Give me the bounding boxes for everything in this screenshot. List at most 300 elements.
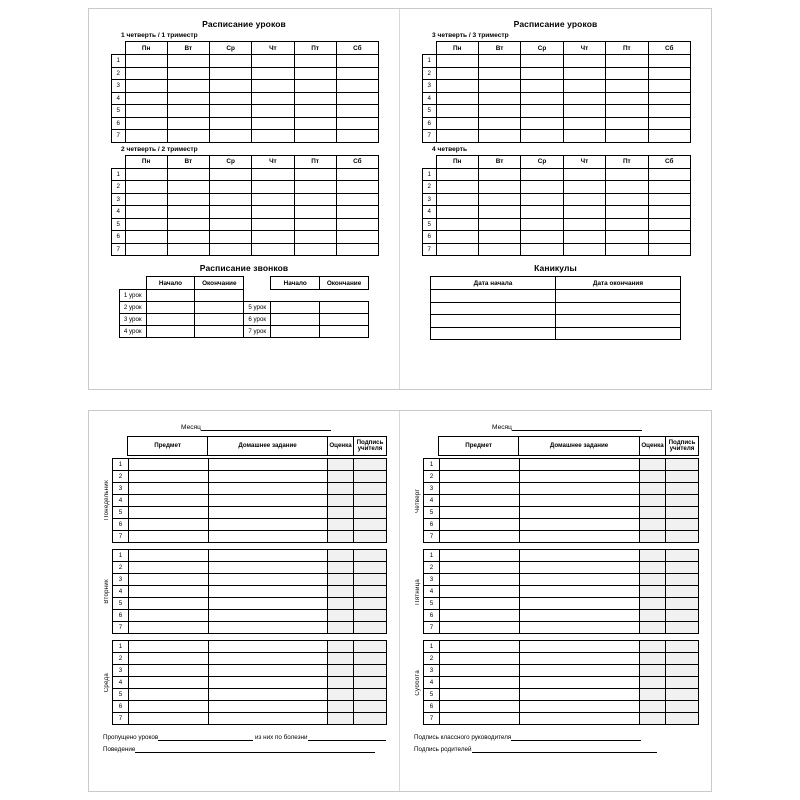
schedule-cell[interactable] bbox=[252, 55, 294, 68]
subject-cell[interactable] bbox=[129, 586, 209, 598]
schedule-cell[interactable] bbox=[563, 243, 605, 256]
signature-cell[interactable] bbox=[666, 665, 699, 677]
schedule-cell[interactable] bbox=[521, 181, 563, 194]
signature-cell[interactable] bbox=[666, 689, 699, 701]
subject-cell[interactable] bbox=[129, 689, 209, 701]
schedule-cell[interactable] bbox=[521, 80, 563, 93]
signature-cell[interactable] bbox=[354, 622, 387, 634]
schedule-cell[interactable] bbox=[336, 181, 378, 194]
signature-cell[interactable] bbox=[666, 610, 699, 622]
schedule-cell[interactable] bbox=[336, 130, 378, 143]
mark-cell[interactable] bbox=[640, 677, 666, 689]
schedule-cell[interactable] bbox=[436, 105, 478, 118]
homework-cell[interactable] bbox=[209, 598, 328, 610]
mark-cell[interactable] bbox=[640, 459, 666, 471]
schedule-cell[interactable] bbox=[252, 193, 294, 206]
subject-cell[interactable] bbox=[129, 598, 209, 610]
subject-cell[interactable] bbox=[440, 610, 520, 622]
schedule-cell[interactable] bbox=[210, 105, 252, 118]
schedule-cell[interactable] bbox=[648, 168, 690, 181]
signature-cell[interactable] bbox=[666, 701, 699, 713]
mark-cell[interactable] bbox=[640, 574, 666, 586]
homework-cell[interactable] bbox=[209, 701, 328, 713]
schedule-cell[interactable] bbox=[563, 67, 605, 80]
schedule-cell[interactable] bbox=[125, 168, 167, 181]
schedule-cell[interactable] bbox=[606, 92, 648, 105]
subject-cell[interactable] bbox=[129, 531, 209, 543]
subject-cell[interactable] bbox=[129, 483, 209, 495]
schedule-cell[interactable] bbox=[648, 55, 690, 68]
schedule-cell[interactable] bbox=[294, 55, 336, 68]
mark-cell[interactable] bbox=[328, 531, 354, 543]
schedule-cell[interactable] bbox=[478, 193, 520, 206]
signature-cell[interactable] bbox=[354, 610, 387, 622]
schedule-cell[interactable] bbox=[563, 218, 605, 231]
schedule-cell[interactable] bbox=[478, 55, 520, 68]
mark-cell[interactable] bbox=[328, 586, 354, 598]
schedule-cell[interactable] bbox=[521, 168, 563, 181]
homework-cell[interactable] bbox=[520, 653, 640, 665]
schedule-cell[interactable] bbox=[294, 117, 336, 130]
illness-input[interactable] bbox=[308, 733, 386, 741]
mark-cell[interactable] bbox=[640, 689, 666, 701]
mark-cell[interactable] bbox=[328, 459, 354, 471]
schedule-cell[interactable] bbox=[252, 168, 294, 181]
bells-cell[interactable] bbox=[146, 314, 195, 326]
schedule-cell[interactable] bbox=[210, 55, 252, 68]
mark-cell[interactable] bbox=[328, 641, 354, 653]
schedule-cell[interactable] bbox=[294, 130, 336, 143]
signature-cell[interactable] bbox=[666, 495, 699, 507]
schedule-cell[interactable] bbox=[606, 67, 648, 80]
schedule-cell[interactable] bbox=[125, 117, 167, 130]
schedule-cell[interactable] bbox=[167, 206, 209, 219]
schedule-cell[interactable] bbox=[336, 80, 378, 93]
schedule-cell[interactable] bbox=[563, 117, 605, 130]
parent-signature-input[interactable] bbox=[472, 745, 657, 753]
schedule-cell[interactable] bbox=[336, 117, 378, 130]
homework-cell[interactable] bbox=[520, 622, 640, 634]
homework-cell[interactable] bbox=[209, 574, 328, 586]
schedule-cell[interactable] bbox=[478, 105, 520, 118]
signature-cell[interactable] bbox=[666, 586, 699, 598]
mark-cell[interactable] bbox=[328, 689, 354, 701]
signature-cell[interactable] bbox=[354, 550, 387, 562]
homework-cell[interactable] bbox=[209, 689, 328, 701]
subject-cell[interactable] bbox=[440, 459, 520, 471]
schedule-cell[interactable] bbox=[167, 243, 209, 256]
subject-cell[interactable] bbox=[129, 459, 209, 471]
signature-cell[interactable] bbox=[666, 598, 699, 610]
subject-cell[interactable] bbox=[129, 677, 209, 689]
homework-cell[interactable] bbox=[209, 471, 328, 483]
mark-cell[interactable] bbox=[328, 598, 354, 610]
subject-cell[interactable] bbox=[129, 610, 209, 622]
subject-cell[interactable] bbox=[129, 471, 209, 483]
subject-cell[interactable] bbox=[440, 574, 520, 586]
schedule-cell[interactable] bbox=[210, 206, 252, 219]
subject-cell[interactable] bbox=[440, 562, 520, 574]
schedule-cell[interactable] bbox=[336, 92, 378, 105]
schedule-cell[interactable] bbox=[336, 67, 378, 80]
homework-cell[interactable] bbox=[209, 531, 328, 543]
schedule-cell[interactable] bbox=[606, 243, 648, 256]
subject-cell[interactable] bbox=[440, 495, 520, 507]
schedule-cell[interactable] bbox=[478, 80, 520, 93]
signature-cell[interactable] bbox=[354, 507, 387, 519]
mark-cell[interactable] bbox=[640, 586, 666, 598]
schedule-cell[interactable] bbox=[478, 130, 520, 143]
schedule-cell[interactable] bbox=[521, 105, 563, 118]
homework-cell[interactable] bbox=[209, 713, 328, 725]
schedule-cell[interactable] bbox=[648, 193, 690, 206]
schedule-cell[interactable] bbox=[210, 130, 252, 143]
month-input-line[interactable] bbox=[512, 423, 642, 431]
subject-cell[interactable] bbox=[129, 641, 209, 653]
schedule-cell[interactable] bbox=[478, 67, 520, 80]
signature-cell[interactable] bbox=[354, 471, 387, 483]
schedule-cell[interactable] bbox=[294, 181, 336, 194]
signature-cell[interactable] bbox=[666, 507, 699, 519]
signature-cell[interactable] bbox=[354, 701, 387, 713]
schedule-cell[interactable] bbox=[436, 168, 478, 181]
mark-cell[interactable] bbox=[640, 622, 666, 634]
month-field-left[interactable] bbox=[101, 423, 387, 431]
schedule-cell[interactable] bbox=[521, 243, 563, 256]
mark-cell[interactable] bbox=[640, 598, 666, 610]
homework-cell[interactable] bbox=[209, 665, 328, 677]
schedule-cell[interactable] bbox=[521, 67, 563, 80]
signature-cell[interactable] bbox=[666, 550, 699, 562]
homework-cell[interactable] bbox=[209, 519, 328, 531]
schedule-cell[interactable] bbox=[210, 168, 252, 181]
signature-cell[interactable] bbox=[354, 598, 387, 610]
homework-cell[interactable] bbox=[520, 689, 640, 701]
schedule-cell[interactable] bbox=[252, 231, 294, 244]
vacation-cell[interactable] bbox=[556, 302, 681, 315]
schedule-cell[interactable] bbox=[648, 105, 690, 118]
schedule-cell[interactable] bbox=[167, 55, 209, 68]
mark-cell[interactable] bbox=[640, 531, 666, 543]
homework-cell[interactable] bbox=[520, 495, 640, 507]
bells-cell[interactable] bbox=[320, 314, 369, 326]
schedule-cell[interactable] bbox=[294, 92, 336, 105]
schedule-cell[interactable] bbox=[125, 55, 167, 68]
subject-cell[interactable] bbox=[440, 598, 520, 610]
schedule-cell[interactable] bbox=[436, 193, 478, 206]
schedule-cell[interactable] bbox=[167, 67, 209, 80]
homework-cell[interactable] bbox=[209, 677, 328, 689]
bells-cell[interactable] bbox=[195, 314, 244, 326]
mark-cell[interactable] bbox=[640, 665, 666, 677]
schedule-cell[interactable] bbox=[210, 181, 252, 194]
schedule-cell[interactable] bbox=[436, 80, 478, 93]
schedule-cell[interactable] bbox=[606, 130, 648, 143]
subject-cell[interactable] bbox=[129, 665, 209, 677]
schedule-cell[interactable] bbox=[478, 168, 520, 181]
behaviour-input[interactable] bbox=[135, 745, 375, 753]
homework-cell[interactable] bbox=[520, 531, 640, 543]
subject-cell[interactable] bbox=[129, 713, 209, 725]
bells-cell[interactable] bbox=[320, 326, 369, 338]
signature-cell[interactable] bbox=[354, 459, 387, 471]
homework-cell[interactable] bbox=[209, 641, 328, 653]
mark-cell[interactable] bbox=[640, 653, 666, 665]
signature-cell[interactable] bbox=[354, 483, 387, 495]
subject-cell[interactable] bbox=[129, 519, 209, 531]
subject-cell[interactable] bbox=[440, 471, 520, 483]
homework-cell[interactable] bbox=[520, 713, 640, 725]
homework-cell[interactable] bbox=[209, 610, 328, 622]
signature-cell[interactable] bbox=[666, 622, 699, 634]
schedule-cell[interactable] bbox=[648, 181, 690, 194]
homework-cell[interactable] bbox=[209, 653, 328, 665]
mark-cell[interactable] bbox=[328, 622, 354, 634]
schedule-cell[interactable] bbox=[336, 193, 378, 206]
schedule-cell[interactable] bbox=[436, 206, 478, 219]
schedule-cell[interactable] bbox=[436, 181, 478, 194]
mark-cell[interactable] bbox=[640, 713, 666, 725]
schedule-cell[interactable] bbox=[521, 130, 563, 143]
signature-cell[interactable] bbox=[666, 574, 699, 586]
schedule-cell[interactable] bbox=[606, 80, 648, 93]
mark-cell[interactable] bbox=[640, 550, 666, 562]
schedule-cell[interactable] bbox=[294, 218, 336, 231]
homework-cell[interactable] bbox=[209, 622, 328, 634]
schedule-cell[interactable] bbox=[294, 206, 336, 219]
schedule-cell[interactable] bbox=[252, 243, 294, 256]
schedule-cell[interactable] bbox=[252, 105, 294, 118]
signature-cell[interactable] bbox=[666, 653, 699, 665]
mark-cell[interactable] bbox=[328, 574, 354, 586]
schedule-cell[interactable] bbox=[210, 243, 252, 256]
mark-cell[interactable] bbox=[328, 653, 354, 665]
homework-cell[interactable] bbox=[520, 641, 640, 653]
signature-cell[interactable] bbox=[354, 531, 387, 543]
subject-cell[interactable] bbox=[440, 622, 520, 634]
signature-cell[interactable] bbox=[666, 531, 699, 543]
mark-cell[interactable] bbox=[328, 610, 354, 622]
schedule-cell[interactable] bbox=[563, 181, 605, 194]
schedule-cell[interactable] bbox=[167, 181, 209, 194]
schedule-cell[interactable] bbox=[606, 168, 648, 181]
schedule-cell[interactable] bbox=[252, 218, 294, 231]
schedule-cell[interactable] bbox=[606, 218, 648, 231]
signature-cell[interactable] bbox=[354, 689, 387, 701]
schedule-cell[interactable] bbox=[436, 218, 478, 231]
schedule-cell[interactable] bbox=[478, 92, 520, 105]
bells-cell[interactable] bbox=[146, 290, 195, 302]
mark-cell[interactable] bbox=[328, 562, 354, 574]
homework-cell[interactable] bbox=[209, 550, 328, 562]
subject-cell[interactable] bbox=[440, 550, 520, 562]
mark-cell[interactable] bbox=[328, 519, 354, 531]
mark-cell[interactable] bbox=[640, 610, 666, 622]
schedule-cell[interactable] bbox=[125, 67, 167, 80]
homework-cell[interactable] bbox=[520, 586, 640, 598]
schedule-cell[interactable] bbox=[252, 206, 294, 219]
bells-cell[interactable] bbox=[195, 290, 244, 302]
subject-cell[interactable] bbox=[440, 641, 520, 653]
schedule-cell[interactable] bbox=[436, 231, 478, 244]
schedule-cell[interactable] bbox=[436, 117, 478, 130]
schedule-cell[interactable] bbox=[125, 218, 167, 231]
schedule-cell[interactable] bbox=[436, 130, 478, 143]
schedule-cell[interactable] bbox=[478, 231, 520, 244]
homework-cell[interactable] bbox=[520, 701, 640, 713]
schedule-cell[interactable] bbox=[521, 218, 563, 231]
subject-cell[interactable] bbox=[440, 701, 520, 713]
schedule-cell[interactable] bbox=[606, 206, 648, 219]
schedule-cell[interactable] bbox=[167, 92, 209, 105]
schedule-cell[interactable] bbox=[294, 231, 336, 244]
schedule-cell[interactable] bbox=[521, 117, 563, 130]
schedule-cell[interactable] bbox=[436, 243, 478, 256]
homework-cell[interactable] bbox=[520, 471, 640, 483]
schedule-cell[interactable] bbox=[478, 218, 520, 231]
mark-cell[interactable] bbox=[640, 507, 666, 519]
signature-cell[interactable] bbox=[354, 653, 387, 665]
mark-cell[interactable] bbox=[640, 641, 666, 653]
schedule-cell[interactable] bbox=[648, 92, 690, 105]
signature-cell[interactable] bbox=[354, 562, 387, 574]
schedule-cell[interactable] bbox=[294, 243, 336, 256]
bells-cell[interactable] bbox=[195, 302, 244, 314]
signature-cell[interactable] bbox=[354, 641, 387, 653]
signature-cell[interactable] bbox=[666, 677, 699, 689]
schedule-cell[interactable] bbox=[606, 117, 648, 130]
mark-cell[interactable] bbox=[328, 471, 354, 483]
schedule-cell[interactable] bbox=[167, 193, 209, 206]
signature-cell[interactable] bbox=[354, 495, 387, 507]
schedule-cell[interactable] bbox=[252, 67, 294, 80]
schedule-cell[interactable] bbox=[336, 168, 378, 181]
schedule-cell[interactable] bbox=[606, 105, 648, 118]
mark-cell[interactable] bbox=[640, 471, 666, 483]
homework-cell[interactable] bbox=[520, 610, 640, 622]
schedule-cell[interactable] bbox=[294, 193, 336, 206]
schedule-cell[interactable] bbox=[167, 168, 209, 181]
vacation-cell[interactable] bbox=[431, 302, 556, 315]
homework-cell[interactable] bbox=[520, 483, 640, 495]
subject-cell[interactable] bbox=[129, 507, 209, 519]
signature-cell[interactable] bbox=[354, 665, 387, 677]
schedule-cell[interactable] bbox=[478, 181, 520, 194]
schedule-cell[interactable] bbox=[210, 67, 252, 80]
schedule-cell[interactable] bbox=[521, 193, 563, 206]
homework-cell[interactable] bbox=[520, 507, 640, 519]
schedule-cell[interactable] bbox=[252, 117, 294, 130]
bells-cell[interactable] bbox=[271, 314, 320, 326]
schedule-cell[interactable] bbox=[252, 130, 294, 143]
schedule-cell[interactable] bbox=[167, 117, 209, 130]
schedule-cell[interactable] bbox=[252, 181, 294, 194]
schedule-cell[interactable] bbox=[648, 67, 690, 80]
schedule-cell[interactable] bbox=[125, 130, 167, 143]
bells-cell[interactable] bbox=[320, 302, 369, 314]
signature-cell[interactable] bbox=[354, 713, 387, 725]
homework-cell[interactable] bbox=[209, 562, 328, 574]
subject-cell[interactable] bbox=[440, 586, 520, 598]
signature-cell[interactable] bbox=[354, 574, 387, 586]
mark-cell[interactable] bbox=[640, 519, 666, 531]
signature-cell[interactable] bbox=[666, 483, 699, 495]
mark-cell[interactable] bbox=[328, 495, 354, 507]
schedule-cell[interactable] bbox=[563, 206, 605, 219]
homework-cell[interactable] bbox=[520, 677, 640, 689]
schedule-cell[interactable] bbox=[521, 206, 563, 219]
schedule-cell[interactable] bbox=[563, 168, 605, 181]
homework-cell[interactable] bbox=[520, 574, 640, 586]
schedule-cell[interactable] bbox=[648, 80, 690, 93]
homework-cell[interactable] bbox=[209, 459, 328, 471]
schedule-cell[interactable] bbox=[648, 231, 690, 244]
schedule-cell[interactable] bbox=[648, 243, 690, 256]
subject-cell[interactable] bbox=[440, 507, 520, 519]
schedule-cell[interactable] bbox=[606, 231, 648, 244]
schedule-cell[interactable] bbox=[478, 206, 520, 219]
bells-cell[interactable] bbox=[146, 302, 195, 314]
schedule-cell[interactable] bbox=[336, 105, 378, 118]
schedule-cell[interactable] bbox=[606, 55, 648, 68]
mark-cell[interactable] bbox=[640, 562, 666, 574]
subject-cell[interactable] bbox=[129, 495, 209, 507]
schedule-cell[interactable] bbox=[294, 168, 336, 181]
schedule-cell[interactable] bbox=[210, 231, 252, 244]
subject-cell[interactable] bbox=[129, 701, 209, 713]
mark-cell[interactable] bbox=[640, 483, 666, 495]
subject-cell[interactable] bbox=[440, 519, 520, 531]
schedule-cell[interactable] bbox=[648, 206, 690, 219]
schedule-cell[interactable] bbox=[336, 218, 378, 231]
schedule-cell[interactable] bbox=[294, 80, 336, 93]
schedule-cell[interactable] bbox=[563, 130, 605, 143]
signature-cell[interactable] bbox=[666, 471, 699, 483]
subject-cell[interactable] bbox=[129, 562, 209, 574]
schedule-cell[interactable] bbox=[563, 92, 605, 105]
mark-cell[interactable] bbox=[328, 550, 354, 562]
signature-cell[interactable] bbox=[666, 713, 699, 725]
schedule-cell[interactable] bbox=[210, 218, 252, 231]
schedule-cell[interactable] bbox=[563, 55, 605, 68]
vacation-cell[interactable] bbox=[556, 290, 681, 303]
subject-cell[interactable] bbox=[440, 713, 520, 725]
schedule-cell[interactable] bbox=[648, 117, 690, 130]
mark-cell[interactable] bbox=[328, 483, 354, 495]
homework-cell[interactable] bbox=[520, 562, 640, 574]
homework-cell[interactable] bbox=[520, 459, 640, 471]
vacation-cell[interactable] bbox=[431, 290, 556, 303]
homework-cell[interactable] bbox=[209, 586, 328, 598]
homework-cell[interactable] bbox=[520, 519, 640, 531]
mark-cell[interactable] bbox=[328, 677, 354, 689]
schedule-cell[interactable] bbox=[336, 231, 378, 244]
schedule-cell[interactable] bbox=[648, 130, 690, 143]
homework-cell[interactable] bbox=[209, 495, 328, 507]
schedule-cell[interactable] bbox=[336, 206, 378, 219]
schedule-cell[interactable] bbox=[563, 80, 605, 93]
schedule-cell[interactable] bbox=[648, 218, 690, 231]
month-input-line[interactable] bbox=[201, 423, 331, 431]
schedule-cell[interactable] bbox=[521, 231, 563, 244]
schedule-cell[interactable] bbox=[336, 243, 378, 256]
subject-cell[interactable] bbox=[440, 689, 520, 701]
schedule-cell[interactable] bbox=[210, 80, 252, 93]
schedule-cell[interactable] bbox=[210, 117, 252, 130]
schedule-cell[interactable] bbox=[167, 105, 209, 118]
bells-cell[interactable] bbox=[146, 326, 195, 338]
vacation-cell[interactable] bbox=[556, 315, 681, 328]
